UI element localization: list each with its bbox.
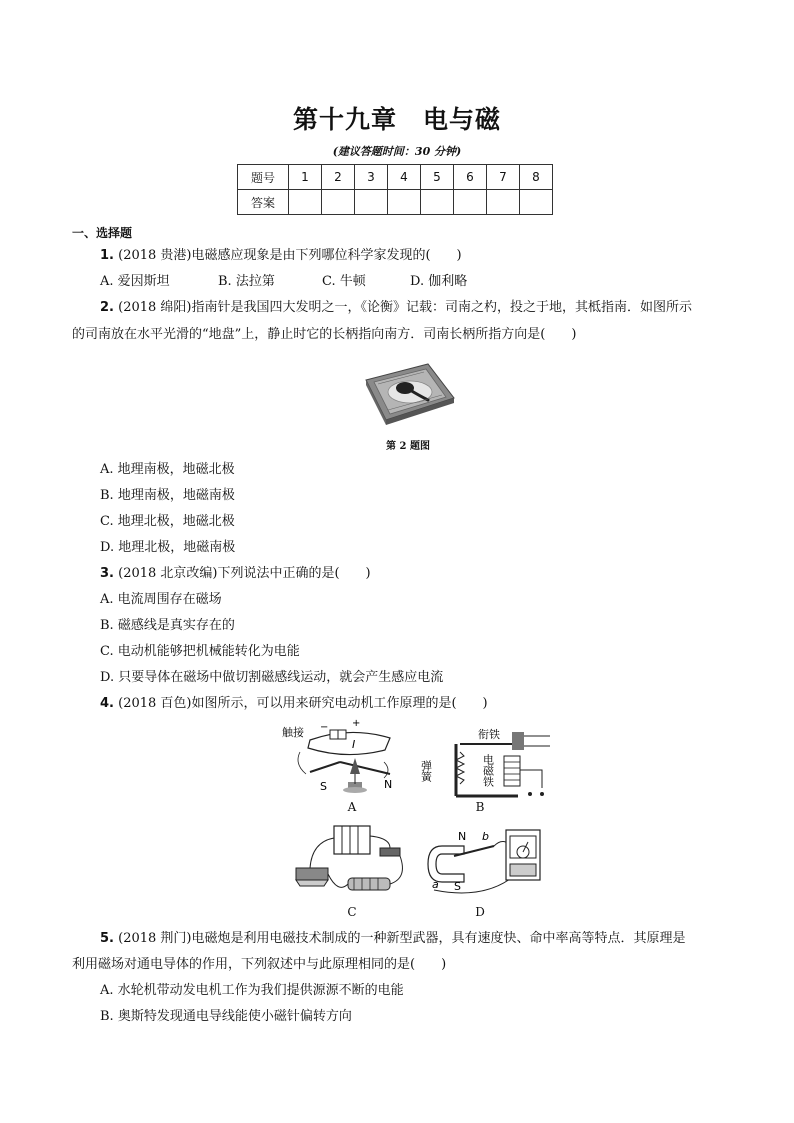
label-north: N bbox=[458, 830, 467, 843]
label-armature: 衔铁 bbox=[478, 728, 500, 741]
chapter-title: 第十九章 电与磁 bbox=[292, 105, 501, 134]
figure-c-label: C bbox=[347, 905, 357, 919]
answer-cell[interactable] bbox=[355, 190, 388, 215]
answer-table-number-row bbox=[238, 165, 553, 190]
figure-a-wire-and-needle bbox=[280, 718, 410, 800]
answer-cell[interactable] bbox=[322, 190, 355, 215]
label-north: N bbox=[384, 778, 393, 791]
question-text: (2018 贵港)电磁感应现象是由下列哪位科学家发现的( ) bbox=[118, 248, 462, 263]
figure-2-caption: 第 2 题图 bbox=[386, 441, 430, 452]
answer-table-number: 3 bbox=[355, 165, 388, 190]
figure-d-label: D bbox=[475, 905, 485, 919]
question-5-stem bbox=[100, 930, 686, 948]
option-b[interactable]: B. 地理南极，地磁南极 bbox=[100, 488, 235, 503]
figure-b-label: B bbox=[475, 800, 485, 814]
label-minus: − bbox=[320, 722, 329, 733]
question-1-options bbox=[100, 273, 467, 291]
option-a[interactable]: A. 地理南极，地磁北极 bbox=[100, 462, 235, 477]
label-b: b bbox=[482, 830, 489, 843]
figure-a-label: A bbox=[347, 800, 357, 814]
figure-b-electromagnetic-relay bbox=[420, 722, 560, 802]
answer-table-number: 8 bbox=[520, 165, 553, 190]
option-a[interactable]: A. 电流周围存在磁场 bbox=[100, 592, 222, 607]
answer-table-number: 2 bbox=[322, 165, 355, 190]
option-d[interactable]: D. 地理北极，地磁南极 bbox=[100, 540, 236, 555]
option-b[interactable]: B. 磁感线是真实存在的 bbox=[100, 618, 235, 633]
question-number: 3. bbox=[100, 566, 114, 581]
option-a[interactable]: A. 爱因斯坦 bbox=[100, 274, 170, 289]
answer-table-number: 6 bbox=[454, 165, 487, 190]
answer-table-number: 5 bbox=[421, 165, 454, 190]
label-south: S bbox=[454, 880, 461, 893]
option-c[interactable]: C. 牛顿 bbox=[322, 274, 366, 289]
label-electromagnet: 电磁铁 bbox=[481, 754, 495, 787]
question-text-line-1: (2018 荆门)电磁炮是利用电磁技术制成的一种新型武器，具有速度快、命中率高等特点．其原理是 bbox=[118, 931, 686, 946]
figure-d-magnet-and-galvanometer bbox=[424, 826, 554, 906]
option-c[interactable]: C. 地理北极，地磁北极 bbox=[100, 514, 235, 529]
option-a[interactable]: A. 水轮机带动发电机工作为我们提供源源不断的电能 bbox=[100, 983, 404, 998]
label-plus: + bbox=[352, 718, 361, 729]
answer-table bbox=[237, 164, 553, 215]
question-number: 2. bbox=[100, 300, 114, 315]
question-text: (2018 百色)如图所示，可以用来研究电动机工作原理的是( ) bbox=[118, 696, 488, 711]
option-d[interactable]: D. 只要导体在磁场中做切割磁感线运动，就会产生感应电流 bbox=[100, 670, 444, 685]
label-a: a bbox=[432, 878, 439, 891]
question-text: (2018 北京改编)下列说法中正确的是( ) bbox=[118, 566, 371, 581]
question-4-stem bbox=[100, 695, 488, 713]
question-text-line-1: (2018 绵阳)指南针是我国四大发明之一，《论衡》记载：司南之杓，投之于地，其柢指南．如图所示 bbox=[118, 300, 692, 315]
answer-table-number: 4 bbox=[388, 165, 421, 190]
section-heading: 一、选择题 bbox=[72, 226, 133, 240]
option-b[interactable]: B. 奥斯特发现通电导线能使小磁针偏转方向 bbox=[100, 1009, 352, 1024]
option-d[interactable]: D. 伽利略 bbox=[410, 274, 468, 289]
answer-cell[interactable] bbox=[454, 190, 487, 215]
answer-cell[interactable] bbox=[388, 190, 421, 215]
answer-cell[interactable] bbox=[520, 190, 553, 215]
question-1-stem bbox=[100, 247, 462, 265]
question-2-stem-line-2: 的司南放在水平光滑的“地盘”上，静止时它的长柄指向南方．司南长柄所指方向是( ) bbox=[72, 327, 577, 342]
label-spring: 弹簧 bbox=[420, 760, 433, 782]
option-c[interactable]: C. 电动机能够把机械能转化为电能 bbox=[100, 644, 300, 659]
question-3-stem bbox=[100, 565, 371, 583]
answer-cell[interactable] bbox=[289, 190, 322, 215]
answer-cell[interactable] bbox=[421, 190, 454, 215]
answer-table-answer-head: 答案 bbox=[238, 190, 289, 215]
sinan-compass-image bbox=[358, 358, 458, 426]
answer-table-answer-row bbox=[238, 190, 553, 215]
option-b[interactable]: B. 法拉第 bbox=[218, 274, 275, 289]
label-current: I bbox=[352, 738, 356, 751]
question-number: 1. bbox=[100, 248, 114, 263]
suggested-time: (建议答题时间：30 分钟) bbox=[332, 145, 462, 158]
question-number: 4. bbox=[100, 696, 114, 711]
answer-table-number-head: 题号 bbox=[238, 165, 289, 190]
label-contact: 触接 bbox=[282, 726, 304, 739]
answer-cell[interactable] bbox=[487, 190, 520, 215]
label-south: S bbox=[320, 780, 327, 793]
question-number: 5. bbox=[100, 931, 114, 946]
question-5-stem-line-2: 利用磁场对通电导体的作用，下列叙述中与此原理相同的是( ) bbox=[72, 957, 447, 972]
answer-table-number: 1 bbox=[289, 165, 322, 190]
question-2-stem bbox=[100, 299, 692, 317]
figure-c-battery-motor-circuit bbox=[292, 818, 412, 908]
answer-table-number: 7 bbox=[487, 165, 520, 190]
